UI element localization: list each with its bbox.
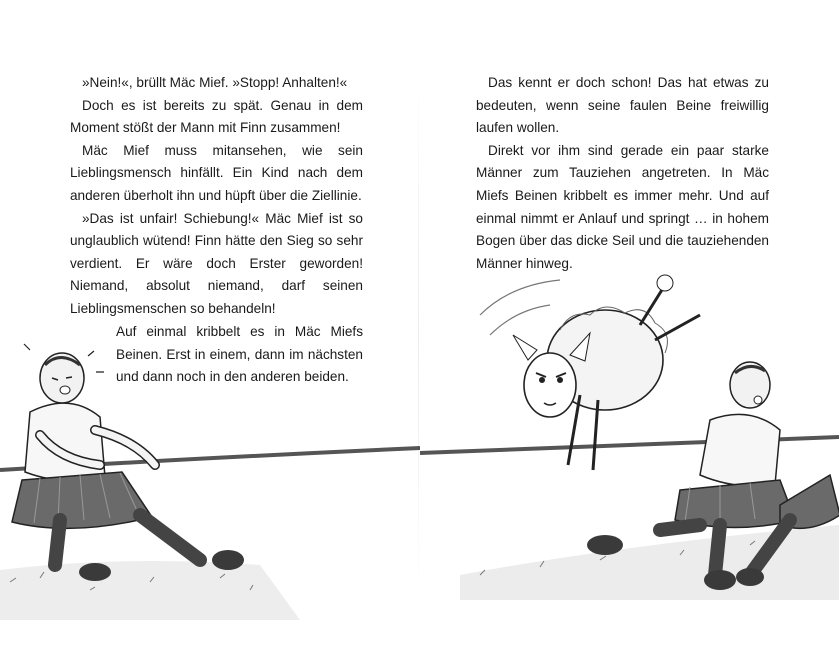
tug-of-war-man-illustration xyxy=(0,320,420,620)
page-gutter xyxy=(418,70,419,600)
paragraph: Direkt vor ihm sind gerade ein paar starke Männer zum Tauziehen angetreten. In Mäc Miefs Beinen kribbelt es immer mehr. Und auf einmal nimmt er Anlauf und springt … in hohem Bogen über das dicke Seil und die tauziehenden Männer hinweg. xyxy=(476,142,769,271)
paragraph: »Nein!«, brüllt Mäc Mief. »Stopp! Anhalten!« xyxy=(82,75,348,90)
left-page-text xyxy=(70,72,363,321)
paragraph: »Das ist unfair! Schiebung!« Mäc Mief ist so unglaublich wütend! Finn hätte den Sieg so sehr verdient. Er wäre doch Erster geworden! Niemand, absolut niemand, darf seinen Lieblingsmenschen so behandeln! xyxy=(70,210,363,316)
jumping-sheep xyxy=(513,275,700,470)
paragraph: Auf einmal kribbelt es in Mäc Miefs Beinen. Erst in einem, dann im nächsten und dann noch in den anderen beiden. xyxy=(116,324,363,385)
paragraph: Mäc Mief muss mitansehen, wie sein Lieblingsmensch hinfällt. Ein Kind nach dem anderen überholt ihn und hüpft über die Ziellinie. xyxy=(70,142,363,203)
paragraph: Doch es ist bereits zu spät. Genau in dem Moment stößt der Mann mit Finn zusammen! xyxy=(70,97,363,136)
right-page xyxy=(420,0,839,671)
paragraph: Das kennt er doch schon! Das hat etwas zu bedeuten, wenn seine faulen Beine freiwillig laufen wollen. xyxy=(476,75,769,136)
jumping-sheep-illustration xyxy=(420,255,839,615)
right-page-text xyxy=(476,72,769,275)
